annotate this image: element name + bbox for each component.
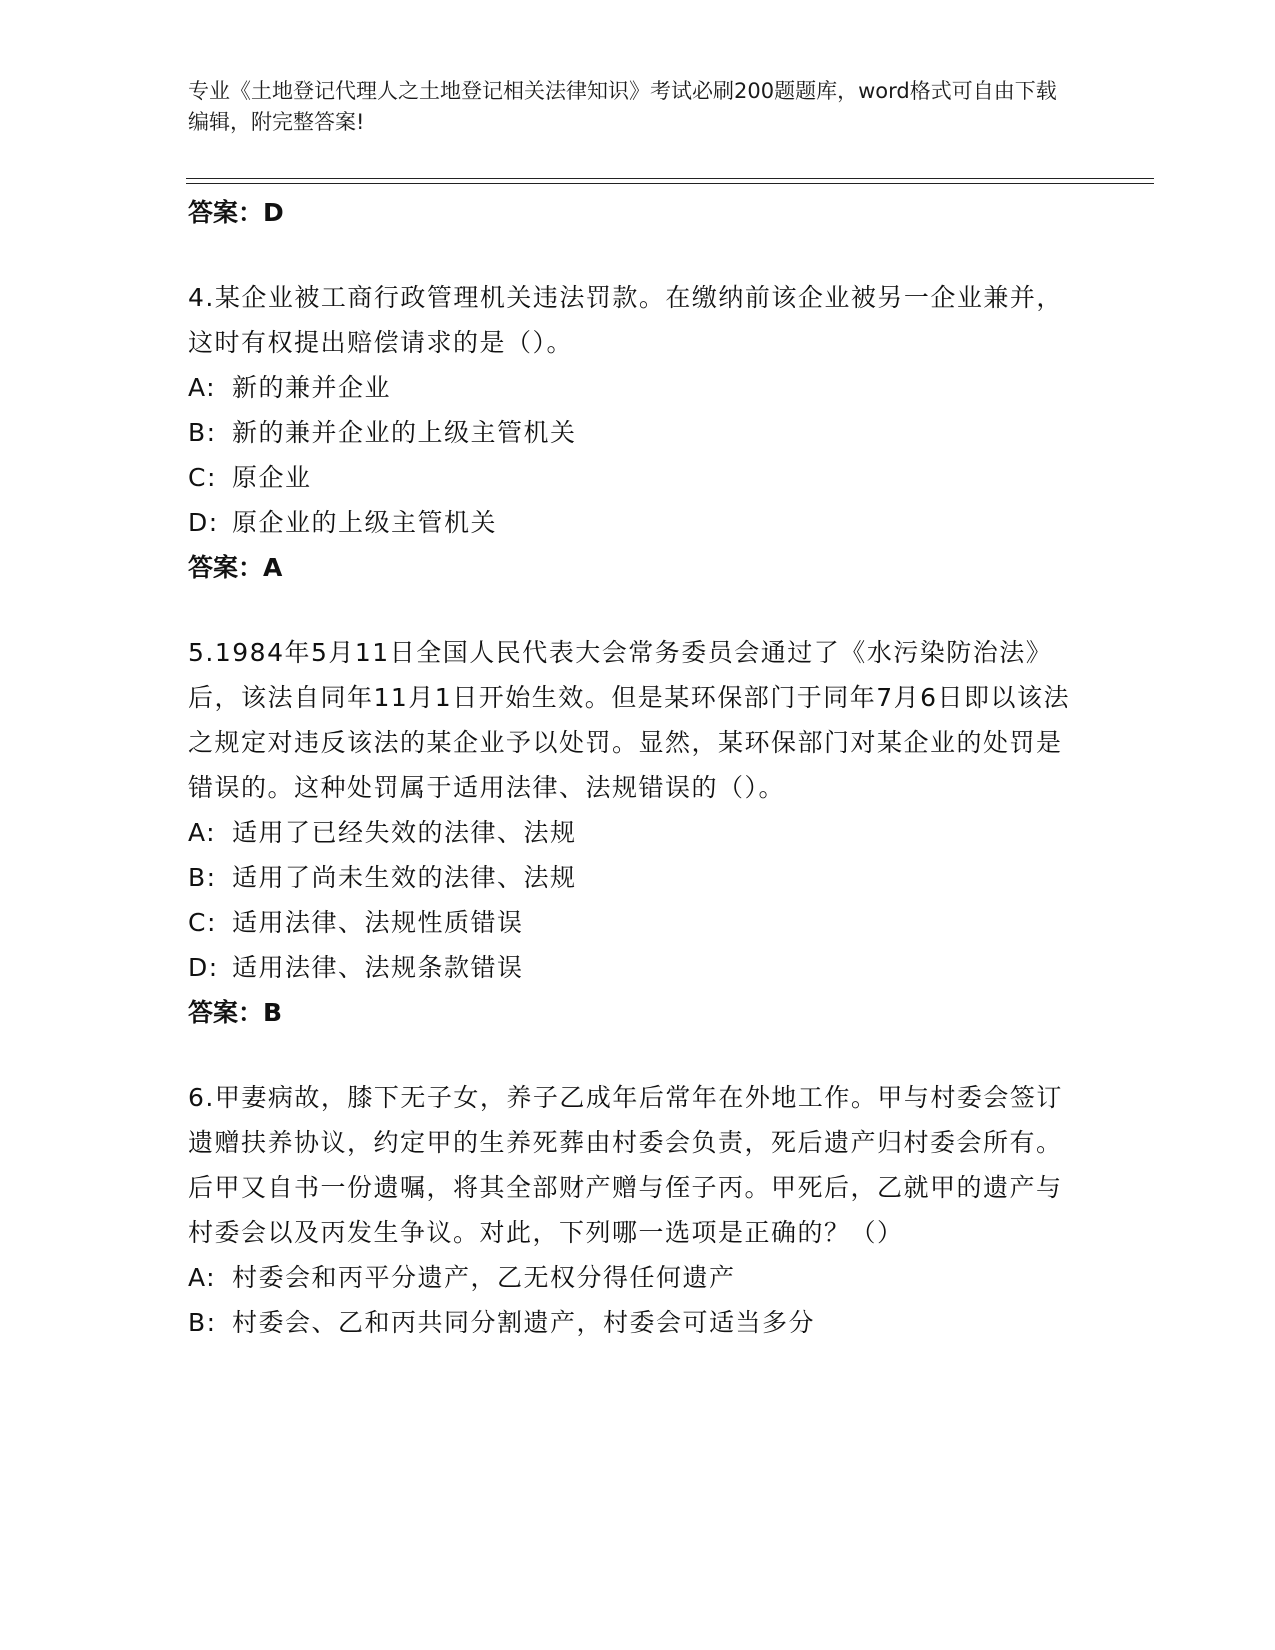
document-header: 专业《土地登记代理人之土地登记相关法律知识》考试必刷200题题库，word格式可自由下载编辑，附完整答案! (188, 79, 1057, 134)
answer-line: 答案：B (188, 998, 283, 1027)
option-text: 村委会和丙平分遗产，乙无权分得任何遗产 (232, 1263, 736, 1292)
option-text: 适用法律、法规性质错误 (232, 908, 524, 937)
option-text: 新的兼并企业的上级主管机关 (232, 418, 577, 447)
option-text: 村委会、乙和丙共同分割遗产，村委会可适当多分 (232, 1308, 816, 1337)
option-a (188, 810, 1088, 855)
option-b (188, 410, 1088, 455)
question-text: 4.某企业被工商行政管理机关违法罚款。在缴纳前该企业被另一企业兼并，这时有权提出赔偿请求的是（）。 (188, 283, 1063, 357)
option-label: A: (188, 1263, 217, 1292)
option-text: 适用了尚未生效的法律、法规 (232, 863, 577, 892)
option-label: D: (188, 508, 219, 537)
option-b (188, 1300, 1088, 1345)
option-d (188, 945, 1088, 990)
option-text: 适用法律、法规条款错误 (232, 953, 524, 982)
option-a (188, 365, 1088, 410)
option-d (188, 500, 1088, 545)
document-body (188, 190, 1088, 1345)
option-label: C: (188, 463, 217, 492)
option-c (188, 455, 1088, 500)
option-b (188, 855, 1088, 900)
option-label: D: (188, 953, 219, 982)
option-label: B: (188, 863, 217, 892)
question-block (188, 1075, 1088, 1345)
option-text: 适用了已经失效的法律、法规 (232, 818, 577, 847)
option-label: A: (188, 818, 217, 847)
option-text: 原企业 (232, 463, 312, 492)
option-label: A: (188, 373, 217, 402)
question-block (188, 630, 1088, 1035)
option-c (188, 900, 1088, 945)
option-a (188, 1255, 1088, 1300)
option-text: 新的兼并企业 (232, 373, 392, 402)
answer-line: 答案：D (188, 198, 284, 227)
question-text: 5.1984年5月11日全国人民代表大会常务委员会通过了《水污染防治法》后，该法自同年11月1日开始生效。但是某环保部门于同年7月6日即以该法之规定对违反该法的某企业予以处罚。显然，某环保部门对某企业的处罚是错误的。这种处罚属于适用法律、法规错误的（）。 (188, 638, 1071, 802)
option-label: C: (188, 908, 217, 937)
option-text: 原企业的上级主管机关 (232, 508, 498, 537)
option-label: B: (188, 1308, 217, 1337)
header-divider-bottom (186, 183, 1154, 184)
answer-line: 答案：A (188, 553, 283, 582)
question-block (188, 275, 1088, 590)
header-divider-top (186, 178, 1154, 179)
option-label: B: (188, 418, 217, 447)
question-text: 6.甲妻病故，膝下无子女，养子乙成年后常年在外地工作。甲与村委会签订遗赠扶养协议，约定甲的生养死葬由村委会负责，死后遗产归村委会所有。后甲又自书一份遗嘱，将其全部财产赠与侄子丙。甲死后，乙就甲的遗产与村委会以及丙发生争议。对此，下列哪一选项是正确的？（） (188, 1083, 1063, 1247)
